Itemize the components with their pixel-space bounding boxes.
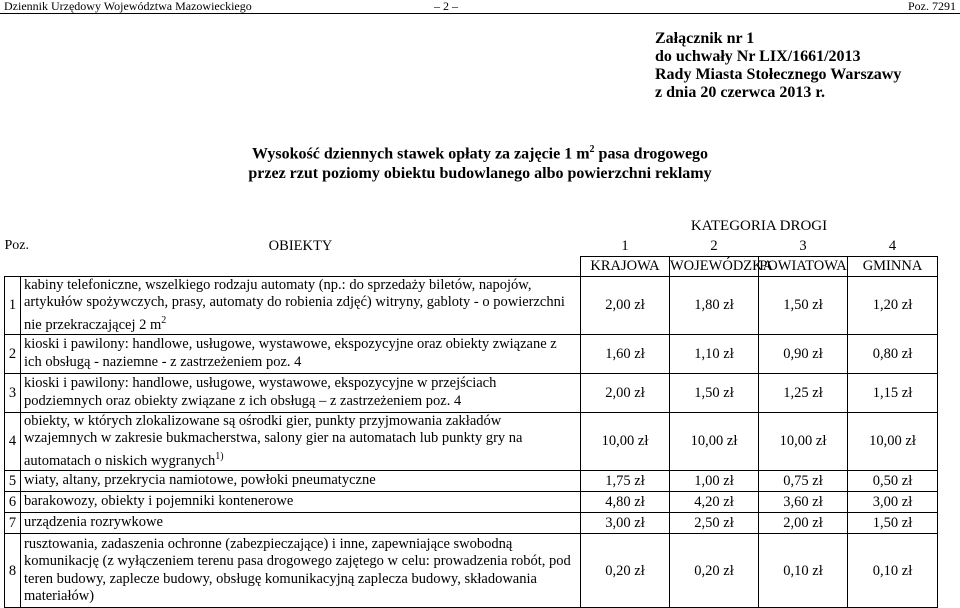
annex-line: Załącznik nr 1 xyxy=(655,30,755,47)
publication-name: Dziennik Urzędowy Województwa Mazowieckiego xyxy=(4,0,252,13)
rate-gminna: 0,10 zł xyxy=(848,534,938,608)
table-row xyxy=(5,534,938,608)
category-number: 2 xyxy=(710,237,718,254)
header-row-category xyxy=(5,216,938,236)
table-row xyxy=(5,471,938,492)
rate-powiatowa: 1,25 zł xyxy=(759,373,848,412)
rate-gminna: 1,20 zł xyxy=(848,276,938,334)
rate-wojewodzka: 1,00 zł xyxy=(670,471,759,492)
object-superscript: 1) xyxy=(215,450,224,462)
row-number: 1 xyxy=(5,276,21,334)
annex-line: Rady Miasta Stołecznego Warszawy xyxy=(655,66,902,83)
rate-wojewodzka: 4,20 zł xyxy=(670,492,759,513)
object-text: obiekty, w których zlokalizowane są ośrodki gier, punkty przyjmowania zakładów wzajemnych w zakresie bukmacherstwa, salony gier na automatach lub punkty gry na automatach o niskich wygranych xyxy=(24,412,523,469)
category-number: 4 xyxy=(888,237,897,254)
table-row xyxy=(5,513,938,534)
row-number: 4 xyxy=(5,412,21,470)
table-row xyxy=(5,334,938,373)
rate-gminna: 3,00 zł xyxy=(848,492,938,513)
rate-powiatowa: 3,60 zł xyxy=(759,492,848,513)
rate-gminna: 10,00 zł xyxy=(848,412,938,470)
rate-krajowa: 10,00 zł xyxy=(581,412,670,470)
object-text: kioski i pawilony: handlowe, usługowe, wystawowe, ekspozycyjne w przejściach podziemnych oraz obiekty związane z ich obsługą – z zastrzeżeniem poz. 4 xyxy=(24,375,497,409)
object-superscript: 2 xyxy=(161,314,167,326)
object-text: urządzenia rozrywkowe xyxy=(24,514,163,531)
rate-gminna: 1,50 zł xyxy=(848,513,938,534)
rate-wojewodzka: 0,20 zł xyxy=(670,534,759,608)
table-row xyxy=(5,276,938,334)
rate-wojewodzka: 1,10 zł xyxy=(670,334,759,373)
rate-krajowa: 1,75 zł xyxy=(581,471,670,492)
rate-powiatowa: 0,75 zł xyxy=(759,471,848,492)
row-number: 2 xyxy=(5,334,21,373)
annex-line: z dnia 20 czerwca 2013 r. xyxy=(655,84,826,101)
rate-krajowa: 3,00 zł xyxy=(581,513,670,534)
annex-block xyxy=(655,30,901,102)
rate-krajowa: 0,20 zł xyxy=(581,534,670,608)
category-number: 1 xyxy=(621,237,629,254)
row-object xyxy=(21,412,581,470)
object-text: kioski i pawilony: handlowe, usługowe, wystawowe, ekspozycyjne oraz obiekty związane z ich obsługą - naziemne - z zastrzeżeniem poz. 4 xyxy=(24,336,557,370)
rate-gminna: 0,80 zł xyxy=(848,334,938,373)
header-row-numbers xyxy=(5,236,938,256)
table-row xyxy=(5,373,938,412)
page-number: – 2 – xyxy=(434,0,458,13)
title-text: pasa drogowego xyxy=(594,145,709,163)
rate-wojewodzka: 2,50 zł xyxy=(670,513,759,534)
table-row xyxy=(5,492,938,513)
rate-gminna: 1,15 zł xyxy=(848,373,938,412)
position-number: Poz. 7291 xyxy=(908,0,956,13)
rate-krajowa: 2,00 zł xyxy=(581,276,670,334)
rate-powiatowa: 1,50 zł xyxy=(759,276,848,334)
title-text: Wysokość dziennych stawek opłaty za zajęcie 1 m xyxy=(251,145,590,163)
row-number: 3 xyxy=(5,373,21,412)
table-row xyxy=(5,412,938,470)
rate-powiatowa: 0,10 zł xyxy=(759,534,848,608)
rate-krajowa: 2,00 zł xyxy=(581,373,670,412)
category-name: POWIATOWA xyxy=(759,258,847,274)
pos-header: Poz. xyxy=(4,238,29,253)
object-text: rusztowania, zadaszenia ochronne (zabezpieczające) i inne, zapewniające swobodną komunikację (z wyłączeniem terenu pasa drogowego zajętego w celu: prowadzenia robót, pod teren budowy, zaplecze budowy, obsługę komunikacyjną zaplecza budowy, składowania materiałów) xyxy=(24,535,571,605)
row-object xyxy=(21,471,581,492)
page-header xyxy=(0,0,960,13)
row-number: 5 xyxy=(5,471,21,492)
rate-wojewodzka: 1,50 zł xyxy=(670,373,759,412)
row-number: 7 xyxy=(5,513,21,534)
header-row-categories xyxy=(5,256,938,276)
row-object xyxy=(21,276,581,334)
rates-table xyxy=(4,216,938,608)
category-name: GMINNA xyxy=(848,256,938,276)
row-object xyxy=(21,334,581,373)
title-line-1 xyxy=(0,140,960,164)
rate-krajowa: 4,80 zł xyxy=(581,492,670,513)
row-number: 8 xyxy=(5,534,21,608)
object-text: kabiny telefoniczne, wszelkiego rodzaju automaty (np.: do sprzedaży biletów, napojów, artykułów spożywczych, prasy, automaty do robienia zdjęć) witryny, gabloty - o powierzchni nie przekraczającej 2 m xyxy=(24,276,565,333)
objects-header: OBIEKTY xyxy=(268,238,333,254)
road-category-header: KATEGORIA DROGI xyxy=(690,218,828,234)
annex-line: do uchwały Nr LIX/1661/2013 xyxy=(655,48,861,65)
rate-gminna: 0,50 zł xyxy=(848,471,938,492)
rate-krajowa: 1,60 zł xyxy=(581,334,670,373)
category-number: 3 xyxy=(799,237,807,254)
row-object xyxy=(21,492,581,513)
title-superscript: 2 xyxy=(589,144,595,155)
rate-wojewodzka: 10,00 zł xyxy=(670,412,759,470)
header-rule xyxy=(0,13,960,14)
rate-powiatowa: 2,00 zł xyxy=(759,513,848,534)
row-object xyxy=(21,513,581,534)
row-object xyxy=(21,373,581,412)
document-title xyxy=(0,140,960,184)
title-line-2: przez rzut poziomy obiektu budowlanego albo powierzchni reklamy xyxy=(248,165,712,183)
rate-powiatowa: 0,90 zł xyxy=(759,334,848,373)
object-text: wiaty, altany, przekrycia namiotowe, powłoki pneumatyczne xyxy=(24,472,376,489)
category-name: WOJEWÓDZKA xyxy=(670,258,774,274)
row-object xyxy=(21,534,581,608)
rate-powiatowa: 10,00 zł xyxy=(759,412,848,470)
object-text: barakowozy, obiekty i pojemniki kontenerowe xyxy=(24,493,294,510)
row-number: 6 xyxy=(5,492,21,513)
rate-wojewodzka: 1,80 zł xyxy=(670,276,759,334)
category-name: KRAJOWA xyxy=(581,256,670,276)
